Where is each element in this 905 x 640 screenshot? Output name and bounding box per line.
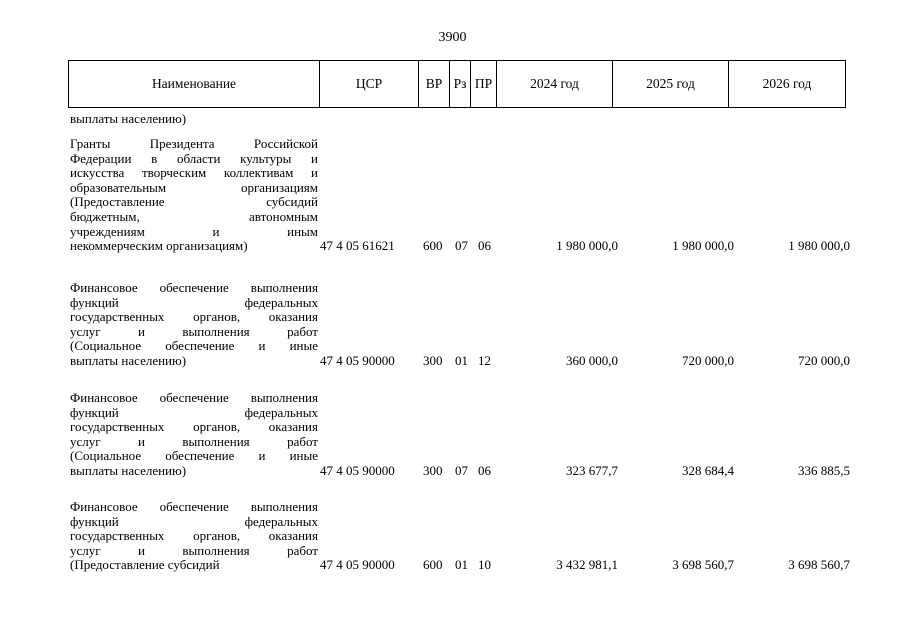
header-rz: Рз — [450, 61, 471, 107]
row-name — [70, 391, 318, 479]
row-name — [70, 500, 318, 573]
row-vr: 600 — [423, 237, 443, 253]
row-rz: 01 — [455, 352, 468, 368]
row-vr: 600 — [423, 557, 443, 572]
row-pr: 06 — [478, 237, 491, 253]
header-pr: ПР — [471, 61, 497, 107]
row-vr: 300 — [423, 462, 443, 478]
row-2024: 1 980 000,0 — [556, 237, 618, 253]
row-name — [70, 137, 318, 254]
row-2025: 328 684,4 — [682, 462, 734, 478]
row-name-line: услуг и выполнения работ — [70, 323, 318, 339]
row-2025: 3 698 560,7 — [672, 557, 734, 572]
row-csr: 47 4 05 90000 — [320, 462, 395, 478]
row-name-line: услуг и выполнения работ — [70, 433, 318, 449]
row-name-line: (Предоставление субсидий — [70, 194, 318, 210]
row-name-line: функций федеральных — [70, 513, 318, 529]
row-name-line: (Предоставление субсидий — [70, 557, 220, 573]
row-name — [70, 281, 318, 369]
row-name-line: (Социальное обеспечение и иные — [70, 338, 318, 354]
table-header — [68, 60, 846, 108]
row-csr: 47 4 05 90000 — [320, 557, 395, 572]
row-name-line: Финансовое обеспечение выполнения — [70, 390, 318, 405]
continuation-text: выплаты населению) — [70, 111, 187, 126]
row-2026: 720 000,0 — [798, 352, 850, 368]
table-row — [70, 137, 850, 254]
row-pr: 10 — [478, 557, 491, 572]
row-name-line: (Социальное обеспечение и иные — [70, 448, 318, 464]
row-name-line: Федерации в области культуры и — [70, 150, 318, 166]
row-name-line: образовательным организациям — [70, 179, 318, 195]
row-rz: 07 — [455, 237, 468, 253]
header-2024: 2024 год — [497, 61, 613, 107]
row-name-line: государственных органов, оказания — [70, 528, 318, 544]
row-name-line: выплаты населению) — [70, 352, 187, 368]
table-row — [70, 500, 850, 573]
row-name-line: услуг и выполнения работ — [70, 542, 318, 558]
row-2026: 3 698 560,7 — [788, 557, 850, 572]
row-name-line: Финансовое обеспечение выполнения — [70, 499, 318, 514]
row-pr: 12 — [478, 352, 491, 368]
row-name-line: искусства творческим коллективам и — [70, 165, 318, 181]
row-2024: 323 677,7 — [566, 462, 618, 478]
row-name-line: государственных органов, оказания — [70, 419, 318, 435]
row-csr: 47 4 05 61621 — [320, 237, 395, 253]
row-name-line: некоммерческим организациям) — [70, 238, 248, 254]
row-pr: 06 — [478, 462, 491, 478]
row-name-line: бюджетным, автономным — [70, 208, 318, 224]
header-2026: 2026 год — [762, 76, 812, 91]
row-2024: 360 000,0 — [566, 352, 618, 368]
row-name-line: функций федеральных — [70, 404, 318, 420]
row-rz: 01 — [455, 557, 468, 572]
row-name-line: государственных органов, оказания — [70, 309, 318, 325]
row-2026: 336 885,5 — [798, 462, 850, 478]
header-csr: ЦСР — [320, 61, 419, 107]
row-2024: 3 432 981,1 — [556, 557, 618, 572]
row-name-line: Гранты Президента Российской — [70, 136, 318, 151]
row-vr: 300 — [423, 352, 443, 368]
row-name-line: выплаты населению) — [70, 462, 187, 478]
row-2025: 1 980 000,0 — [672, 237, 734, 253]
row-2026: 1 980 000,0 — [788, 237, 850, 253]
header-2025: 2025 год — [613, 61, 729, 107]
row-rz: 07 — [455, 462, 468, 478]
row-name-line: функций федеральных — [70, 294, 318, 310]
table-row — [70, 391, 850, 479]
header-name: Наименование — [69, 61, 320, 107]
row-name-line: учреждениям и иным — [70, 223, 318, 239]
page-number: 3900 — [438, 30, 467, 45]
row-name-line: Финансовое обеспечение выполнения — [70, 280, 318, 295]
row-2025: 720 000,0 — [682, 352, 734, 368]
table-row — [70, 281, 850, 369]
header-vr: ВР — [419, 61, 450, 107]
row-csr: 47 4 05 90000 — [320, 352, 395, 368]
